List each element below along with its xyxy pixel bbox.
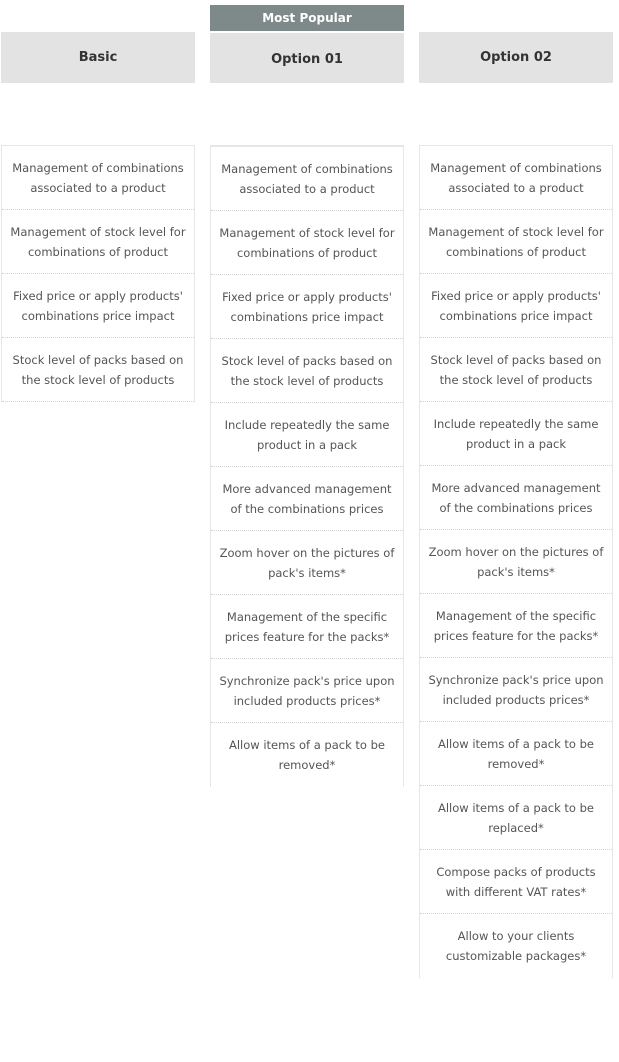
feature-item: Synchronize pack's price upon included products prices*: [211, 659, 403, 723]
feature-item: Management of combinations associated to a product: [420, 146, 612, 210]
feature-item: Stock level of packs based on the stock level of products: [420, 338, 612, 402]
feature-item: Allow items of a pack to be replaced*: [420, 786, 612, 850]
plan-name-basic: Basic: [78, 50, 118, 65]
plan-header-option-02: [419, 32, 613, 83]
feature-item: Zoom hover on the pictures of pack's items*: [420, 530, 612, 594]
feature-item: Management of stock level for combinations of product: [2, 210, 194, 274]
feature-item: Zoom hover on the pictures of pack's items*: [211, 531, 403, 595]
feature-item: Management of the specific prices feature for the packs*: [211, 595, 403, 659]
feature-item: Compose packs of products with different VAT rates*: [420, 850, 612, 914]
features-column-option-01: [210, 145, 404, 787]
plan-name-option-02: Option 02: [480, 50, 552, 65]
feature-item: Fixed price or apply products' combinations price impact: [211, 275, 403, 339]
feature-item: Fixed price or apply products' combinations price impact: [2, 274, 194, 338]
feature-item: Management of combinations associated to a product: [211, 147, 403, 211]
feature-item: Management of combinations associated to a product: [2, 146, 194, 210]
feature-item: Allow items of a pack to be removed*: [229, 738, 385, 772]
feature-item: Allow items of a pack to be removed*: [420, 722, 612, 786]
feature-item: Stock level of packs based on the stock level of products: [211, 339, 403, 403]
feature-item: Management of stock level for combinations of product: [420, 210, 612, 274]
plan-name-option-01: Option 01: [271, 52, 343, 67]
feature-item: Synchronize pack's price upon included products prices*: [420, 658, 612, 722]
feature-item: Include repeatedly the same product in a pack: [420, 402, 612, 466]
feature-item: More advanced management of the combinations prices: [211, 467, 403, 531]
feature-item: More advanced management of the combinations prices: [420, 466, 612, 530]
most-popular-label: Most Popular: [262, 11, 352, 25]
feature-item: Management of the specific prices feature for the packs*: [420, 594, 612, 658]
feature-item: Management of stock level for combinations of product: [211, 211, 403, 275]
feature-item: Stock level of packs based on the stock level of products: [2, 338, 194, 402]
feature-item: Include repeatedly the same product in a pack: [211, 403, 403, 467]
features-column-option-02: [419, 145, 613, 978]
features-column-basic: [1, 145, 195, 402]
plan-header-option-01: [210, 33, 404, 83]
feature-item: Allow to your clients customizable packages*: [445, 929, 587, 963]
feature-item: Fixed price or apply products' combinations price impact: [420, 274, 612, 338]
most-popular-ribbon: [210, 5, 404, 31]
plan-header-basic: [1, 32, 195, 83]
